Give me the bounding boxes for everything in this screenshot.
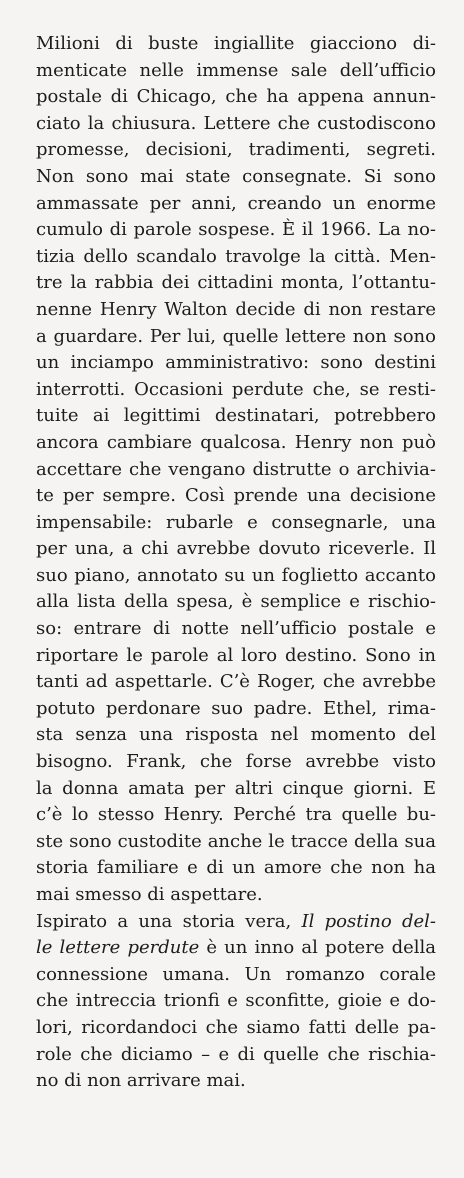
text-line [36, 935, 436, 962]
text-line: a guardare. Per lui, quelle lettere non sono [36, 325, 436, 347]
text-line: che intreccia trionfi e sconfitte, gioie e do- [36, 990, 436, 1012]
text-line: tizia dello scandalo travolge la città. Men- [36, 245, 436, 267]
text-line: mai smesso di aspettare. [36, 884, 263, 905]
text-line: tre la rabbia dei cittadini monta, l’ottantu- [36, 272, 436, 294]
text-line: connessione umana. Un romanzo corale [36, 963, 436, 985]
text-line: bisogno. Frank, che forse avrebbe visto [36, 751, 436, 773]
text-line: storia familiare e di un amore che non ha [36, 857, 436, 879]
text-line: alla lista della spesa, è semplice e rischio- [36, 591, 436, 613]
text-line: ammassate per anni, creando un enorme [36, 192, 436, 214]
text-line: tanti ad aspettarle. C’è Roger, che avrebbe [36, 671, 436, 693]
book-title-italic: Il postino del- [301, 910, 436, 932]
text-line: accettare che vengano distrutte o archivia- [36, 458, 436, 480]
text-line: impensabile: rubarle e consegnarle, una [36, 511, 436, 533]
text-line: no di non arrivare mai. [36, 1070, 246, 1092]
text-line: potuto perdonare suo padre. Ethel, rima- [36, 697, 436, 719]
text-line: menticate nelle immense sale dell’ufficio [36, 59, 436, 81]
paragraph-inspiration [36, 909, 436, 1095]
text-line: riportare le parole al loro destino. Sono in [36, 644, 436, 666]
text-line: interrotti. Occasioni perdute che, se resti- [36, 378, 436, 400]
text-line: lori, ricordandoci che siamo fatti delle pa- [36, 1016, 436, 1038]
text-line: promesse, decisioni, tradimenti, segreti. [36, 139, 436, 161]
text-line: c’è lo stesso Henry. Perché tra quelle bu- [36, 804, 436, 826]
text-run: Ispirato a una storia vera, [36, 910, 302, 932]
text-line: so: entrare di notte nell’ufficio postale e [36, 618, 436, 640]
body-text [36, 31, 436, 1095]
text-run: è un inno al potere della [199, 937, 437, 959]
text-line [36, 909, 436, 936]
text-line: nenne Henry Walton decide di non restare [36, 298, 436, 320]
text-line: cumulo di parole sospese. È il 1966. La no- [36, 219, 436, 241]
text-line: Milioni di buste ingiallite giacciono di- [36, 33, 436, 54]
text-line: te per sempre. Così prende una decisione [36, 485, 436, 507]
text-line: tuite ai legittimi destinatari, potrebbero [36, 405, 436, 427]
text-line: role che diciamo – e di quelle che rischia- [36, 1043, 436, 1065]
text-line: un inciampo amministrativo: sono destini [36, 352, 436, 374]
text-line: ciato la chiusura. Lettere che custodiscono [36, 112, 436, 134]
text-line: sta senza una risposta nel momento del [36, 724, 436, 746]
text-line: Non sono mai state consegnate. Si sono [36, 165, 436, 187]
text-line: suo piano, annotato su un foglietto accanto [36, 564, 436, 586]
text-line: per una, a chi avrebbe dovuto riceverle. Il [36, 538, 436, 560]
book-title-italic: le lettere perdute [36, 937, 200, 959]
text-line: ancora cambiare qualcosa. Henry non può [36, 431, 436, 453]
paragraph-synopsis [36, 31, 436, 909]
text-line: postale di Chicago, che ha appena annun- [36, 86, 436, 108]
text-line: ste sono custodite anche le tracce della sua [36, 830, 436, 852]
text-line: la donna amata per altri cinque giorni. E [36, 777, 436, 799]
